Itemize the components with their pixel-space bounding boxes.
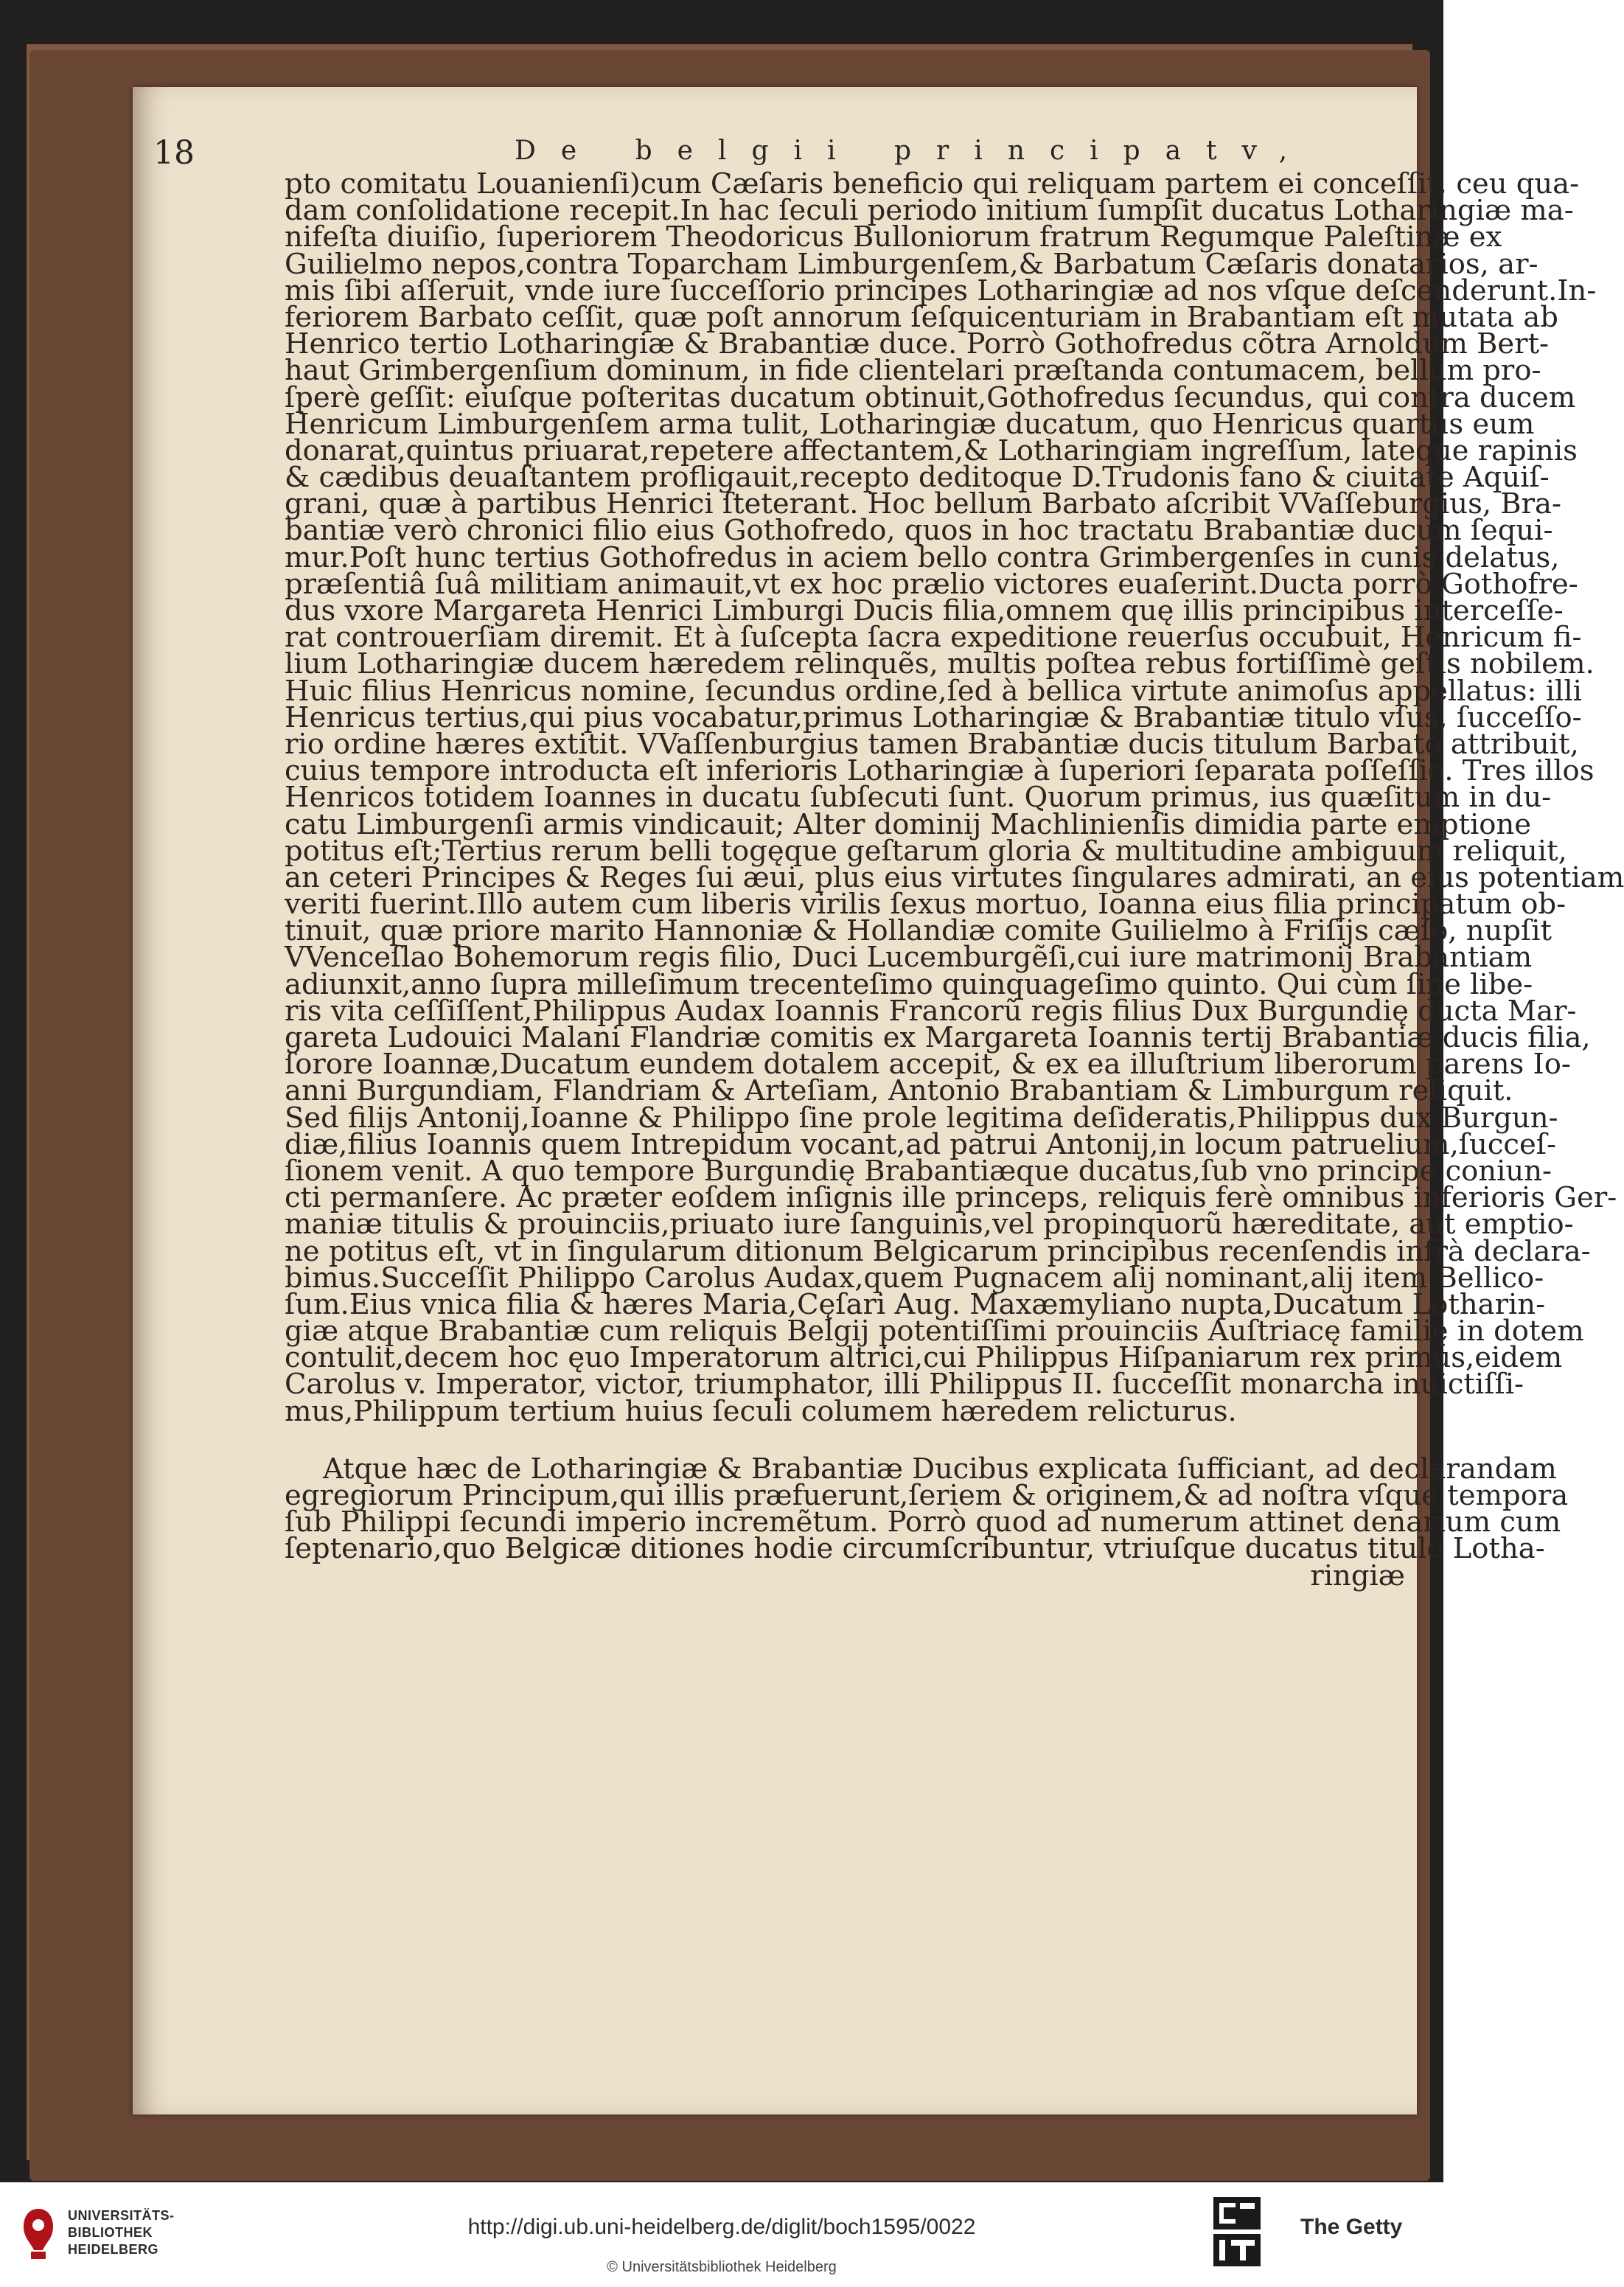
getty-logo-icon — [1213, 2197, 1261, 2271]
text-line: ris vita ceſſiſſent,Philippus Audax Ioannis Francorũ regis filius Dux Burgundię ducta Mar- — [285, 994, 1577, 1028]
text-line: cuius tempore introducta eſt inferioris Lotharingiæ à ſuperiori ſeparata poſſeſſio. Tres illos — [285, 754, 1595, 788]
text-line: grani, quæ à partibus Henrici ſteterant. Hoc bellum Barbato aſcribit VVaſſeburgius, Bra- — [285, 487, 1561, 521]
text-line: contulit,decem hoc ęuo Imperatorum altrici,cui Philippus Hiſpaniarum rex primus,eidem — [285, 1341, 1563, 1375]
partner-name: The Getty — [1300, 2215, 1403, 2239]
text-line: ne potitus eſt, vt in ſingularum ditionum Belgicarum principibus recenſendis infrà declara- — [285, 1234, 1591, 1268]
paragraph-2 — [285, 1452, 1569, 1566]
text-line: Henricum Limburgenſem arma tulit, Lotharingiæ ducatum, quo Henricus quartus eum — [285, 407, 1535, 441]
text-line: diæ,filius Ioannis quem Intrepidum vocant,ad patrui Antonij,in locum patruelium,ſucceſ- — [285, 1127, 1557, 1161]
text-line: bantiæ verò chronici filio eius Gothofredo, quos in hoc tractatu Brabantiæ ducum ſequi- — [285, 514, 1553, 548]
text-line: pto comitatu Louanienſi)cum Cæſaris beneficio qui reliquam partem ei conceſſit, ceu qua- — [285, 167, 1580, 201]
page-number: 18 — [153, 134, 195, 172]
text-line: mis ſibi aſſeruit, vnde iure ſucceſſorio principes Lotharingiæ ad nos vſque deſcenderunt.In- — [285, 274, 1597, 307]
paragraph-1 — [285, 167, 1624, 1428]
text-line: bimus.Succeſſit Philippo Carolus Audax,quem Pugnacem alij nominant,alij item Bellico- — [285, 1261, 1544, 1295]
text-line: Guilielmo nepos,contra Toparcham Limburgenſem,& Barbatum Cæſaris donatarios, ar- — [285, 247, 1538, 281]
text-line: Huic filius Henricus nomine, ſecundus ordine,ſed à bellica virtute animoſus appellatus: illi — [285, 674, 1582, 708]
text-line: giæ atque Brabantiæ cum reliquis Belgij potentiſſimi prouinciis Auſtriacę familię in dotem — [285, 1315, 1584, 1348]
text-line: Henrico tertio Lotharingiæ & Brabantiæ duce. Porrò Gothofredus cõtra Arnoldum Bert- — [285, 327, 1550, 361]
text-line: ſionem venit. A quo tempore Burgundię Brabantiæque ducatus,ſub vno principe coniun- — [285, 1154, 1552, 1188]
copyright-notice: © Universitätsbibliothek Heidelberg — [607, 2259, 837, 2275]
text-line: Carolus v. Imperator, victor, triumphator, illi Philippus II. ſucceſſit monarcha inuictiſſi- — [285, 1368, 1524, 1402]
text-line: & cædibus deuaſtantem profligauit,recepto deditoque D.Trudonis fano & ciuitate Aquiſ- — [285, 461, 1550, 495]
text-line: dam conſolidatione recepit.In hac ſeculi periodo initium ſumpſit ducatus Lotharingiæ ma- — [285, 194, 1574, 228]
text-line: anni Burgundiam, Flandriam & Arteſiam, Antonio Brabantiam & Limburgum reliquit. — [285, 1074, 1513, 1108]
text-line: donarat,quintus priuarat,repetere affectantem,& Lotharingiam ingreſſum, lateque rapinis — [285, 434, 1578, 467]
university-name: UNIVERSITÄTS- BIBLIOTHEK HEIDELBERG — [68, 2208, 175, 2257]
text-line: egregiorum Principum,qui illis præfuerunt,ſeriem & originem,& ad noſtra vſque tempora — [285, 1479, 1569, 1512]
text-line: tinuit, quæ priore marito Hannoniæ & Hollandiæ comite Guilielmo à Friſijs cæſo, nupſit — [285, 914, 1552, 948]
text-line: ſorore Ioannæ,Ducatum eundem dotalem accepit, & ex ea illuſtrium liberorum parens Io- — [285, 1048, 1571, 1082]
text-line: an ceteri Principes & Reges ſui æui, plus eius virtutes ſingulares admirati, an eius potentiam — [285, 860, 1624, 894]
text-line: Atque hæc de Lotharingiæ & Brabantiæ Ducibus explicata ſufficiant, ad declarandam — [323, 1452, 1557, 1486]
text-line: Sed filijs Antonij,Ioanne & Philippo ſine prole legitima deſideratis,Philippus dux Burgun- — [285, 1101, 1558, 1135]
text-line: ſeptenario,quo Belgicæ ditiones hodie circumſcribuntur, vtriuſque ducatus titulo Lotha- — [285, 1532, 1545, 1566]
text-line: mus,Philippum tertium huius ſeculi columem hæredem relicturus. — [285, 1394, 1237, 1428]
text-line: Henricus tertius,qui pius vocabatur,primus Lotharingiæ & Brabantiæ titulo vſus, ſucceſſo- — [285, 700, 1582, 734]
text-line: gareta Ludouici Malani Flandriæ comitis ex Margareta Ioannis tertij Brabantiæ ducis filia, — [285, 1021, 1591, 1054]
catchword: ringiæ — [1310, 1559, 1405, 1592]
text-line: maniæ titulis & prouinciis,priuato iure ſanguinis,vel propinquorũ hæreditate, aut emptio- — [285, 1208, 1574, 1242]
text-line: mur.Poſt hunc tertius Gothofredus in aciem bello contra Grimbergenſes in cunis delatus, — [285, 540, 1560, 574]
text-line: rio ordine hæres extitit. VVaſſenburgius tamen Brabantiæ ducis titulum Barbato attribuit, — [285, 727, 1579, 761]
running-head: De belgii principatv, — [515, 136, 1313, 166]
text-line: catu Limburgenſi armis vindicauit; Alter dominij Machlinienſis dimidia parte emptione — [285, 807, 1532, 841]
text-line: dus vxore Margareta Henrici Limburgi Ducis filia,omnem quę illis principibus interceſſe- — [285, 594, 1564, 627]
text-line: ſperè geſſit: eiuſque poſteritas ducatum obtinuit,Gothofredus ſecundus, qui contra ducem — [285, 380, 1576, 414]
permalink-url[interactable]: http://digi.ub.uni-heidelberg.de/diglit/boch1595/0022 — [467, 2215, 976, 2239]
text-line: potitus eſt;Tertius rerum belli togęque geſtarum gloria & multitudine ambiguum reliquit, — [285, 834, 1567, 868]
text-line: lium Lotharingiæ ducem hæredem relinquẽs, multis poſtea rebus fortiſſimè geſtis nobilem. — [285, 647, 1595, 681]
text-line: ſub Philippi ſecundi imperio incremẽtum. Porrò quod ad numerum attinet denarium cum — [285, 1505, 1561, 1539]
text-line: præſentiâ ſuâ militiam animauit,vt ex hoc prælio victores euaſerint.Ducta porrò Gothofre- — [285, 567, 1578, 601]
text-line: rat controuerſiam diremit. Et à ſuſcepta ſacra expeditione reuerſus occubuit, Henricum fi- — [285, 621, 1582, 655]
body-text — [285, 167, 1624, 1592]
text-line: nifeſta diuiſio, ſuperiorem Theodoricus Bulloniorum fratrum Regumque Paleſtinæ ex — [285, 220, 1502, 254]
text-line: adiunxit,anno ſupra milleſimum trecenteſimo quinquageſimo quinto. Qui cùm ſine libe- — [285, 967, 1533, 1001]
text-line: VVenceſlao Bohemorum regis filio, Duci Lucemburgẽſi,cui iure matrimonij Brabantiam — [285, 941, 1533, 975]
viewer-footer — [0, 2182, 1443, 2287]
text-line: cti permanſere. Ac præter eoſdem inſignis ille princeps, reliquis ferè omnibus inferioris Ger- — [285, 1181, 1617, 1215]
text-line: haut Grimbergenſium dominum, in fide clientelari præſtanda contumacem, bellum pro- — [285, 354, 1541, 388]
text-line: feriorem Barbato ceſſit, quæ poſt annorum ſeſquicenturiam in Brabantiam eſt mutata ab — [285, 300, 1558, 334]
text-line: ſum.Eius vnica filia & hæres Maria,Cęſari Aug. Maxæmyliano nupta,Ducatum Lotharin- — [285, 1287, 1546, 1321]
text-line: Henricos totidem Ioannes in ducatu ſubſecuti ſunt. Quorum primus, ius quæſitum in du- — [285, 781, 1552, 815]
text-line: veriti fuerint.Illo autem cum liberis virilis ſexus mortuo, Ioanna eius filia principatum ob- — [285, 888, 1567, 922]
